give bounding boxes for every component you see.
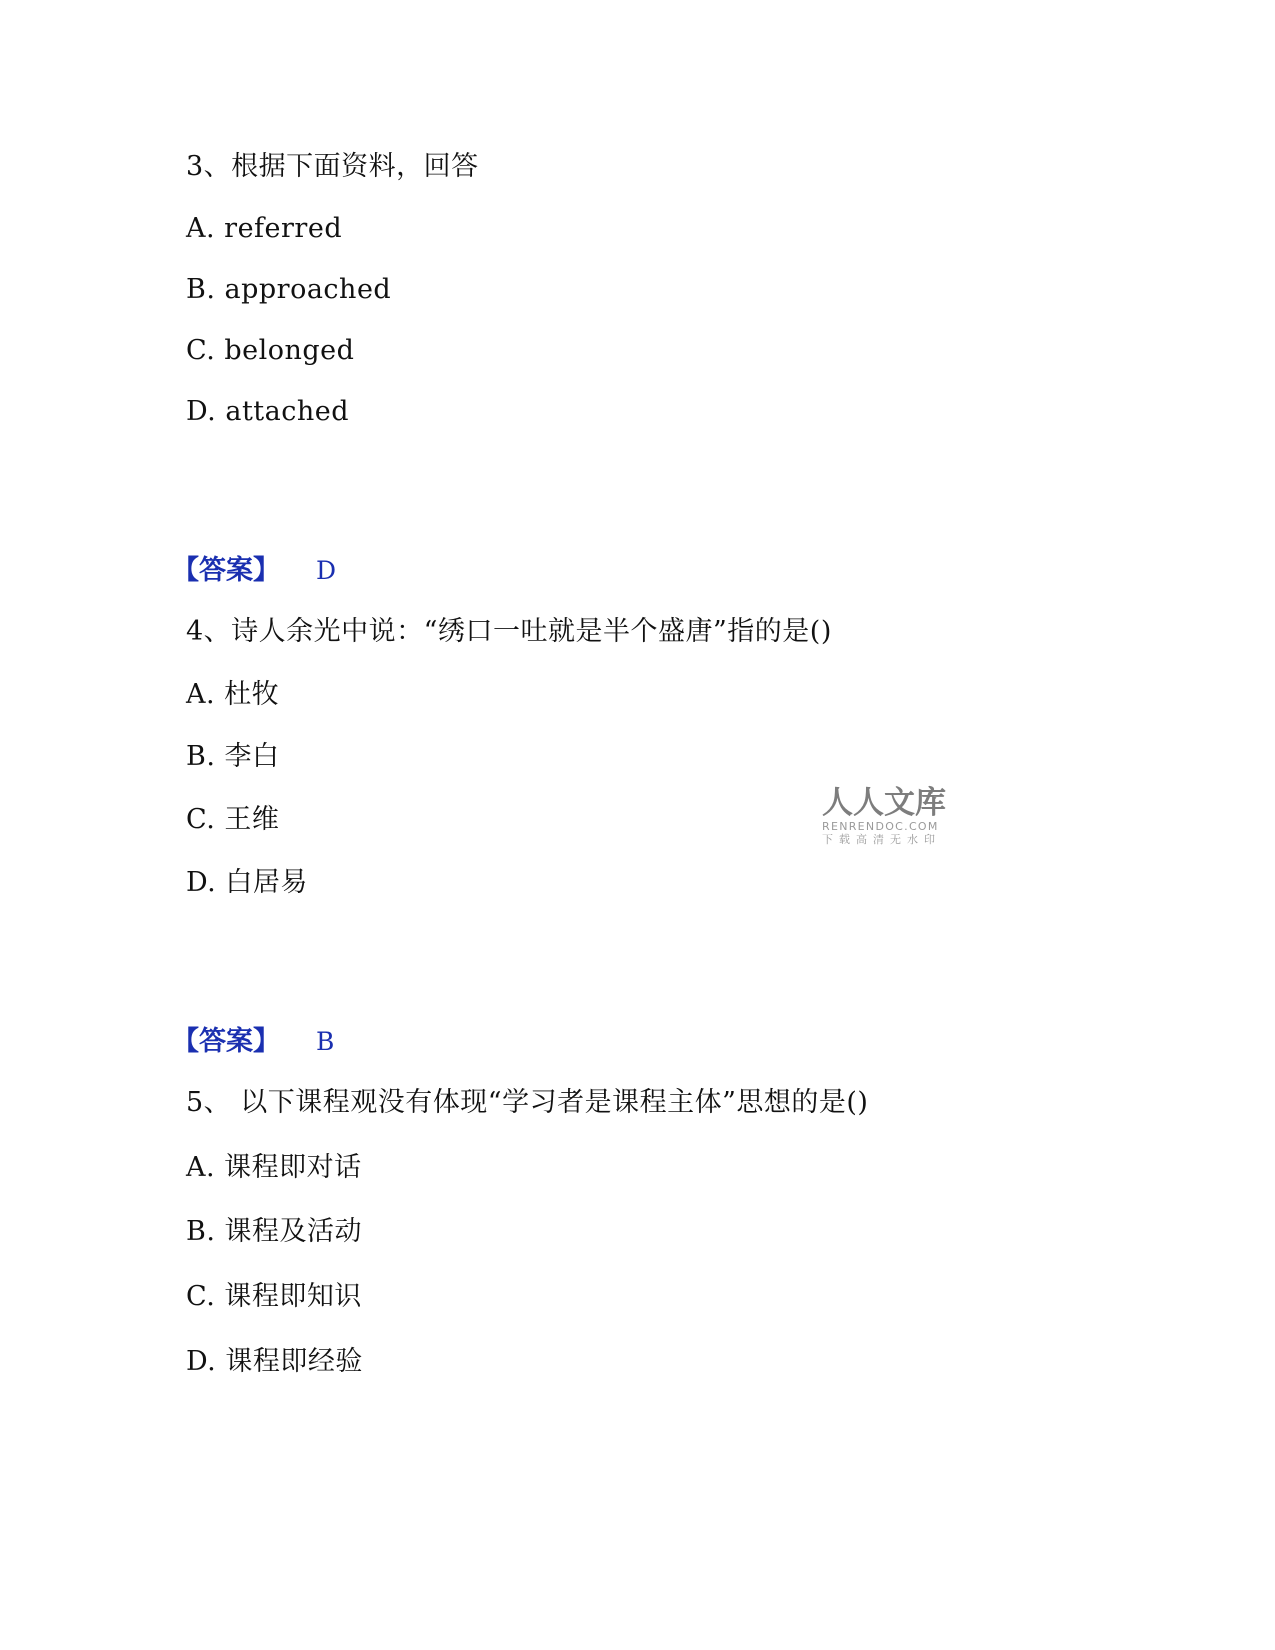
question-3-option-b: B. approached	[186, 274, 392, 305]
question-3-stem: 3、根据下面资料，回答	[186, 151, 479, 182]
watermark	[822, 786, 962, 847]
question-4-option-a: A. 杜牧	[186, 679, 280, 710]
question-4-option-c: C. 王维	[186, 804, 280, 835]
question-3-answer-label: 【答案】	[172, 555, 280, 586]
question-4-stem: 4、诗人余光中说：“绣口一吐就是半个盛唐”指的是()	[186, 616, 832, 647]
watermark-title: 人人文库	[822, 785, 946, 821]
question-5-option-a: A. 课程即对话	[186, 1152, 362, 1183]
question-4-answer-value: B	[316, 1027, 335, 1056]
question-5-option-d: D. 课程即经验	[186, 1346, 363, 1377]
watermark-subtitle: 下载高清无水印	[822, 833, 941, 846]
question-3-answer-value: D	[316, 556, 337, 585]
question-4-answer-label: 【答案】	[172, 1026, 280, 1057]
question-5-option-b: B. 课程及活动	[186, 1216, 363, 1247]
question-5-option-c: C. 课程即知识	[186, 1281, 362, 1312]
question-4-option-d: D. 白居易	[186, 867, 308, 898]
question-5-stem: 5、 以下课程观没有体现“学习者是课程主体”思想的是()	[186, 1087, 869, 1118]
question-3-option-a: A. referred	[186, 213, 343, 244]
watermark-domain: RENRENDOC.COM	[822, 820, 939, 833]
question-3-option-c: C. belonged	[186, 335, 355, 366]
question-4-option-b: B. 李白	[186, 741, 280, 772]
question-3-option-d: D. attached	[186, 396, 350, 427]
